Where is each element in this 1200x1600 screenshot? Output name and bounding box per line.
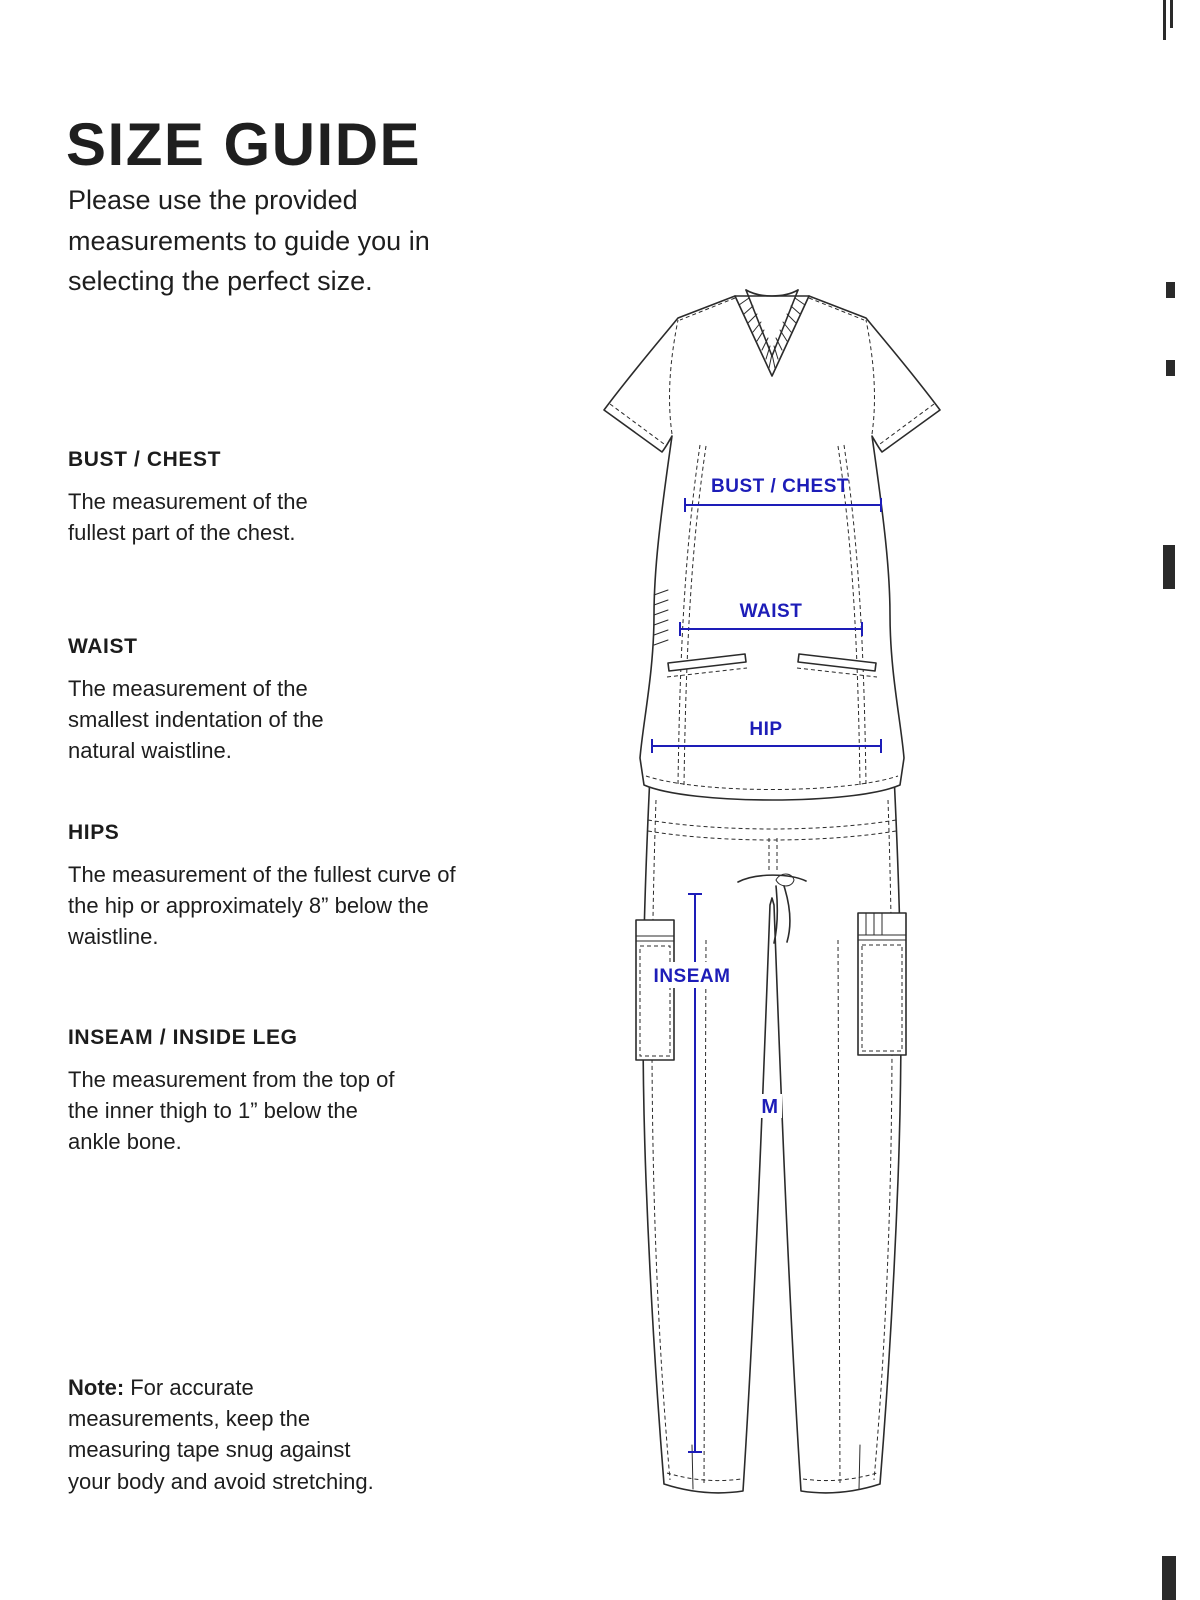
note-text: For accurate measurements, keep the measuring tape snug against your body and avoid stretching. — [68, 1375, 374, 1494]
section-body: The measurement of the fullest part of the chest. — [68, 489, 308, 546]
section-waist — [68, 635, 390, 767]
section-body: The measurement of the fullest curve of the hip or approximately 8” below the waistline. — [68, 862, 456, 950]
intro-text: Please use the provided measurements to guide you in selecting the perfect size. — [68, 185, 430, 296]
page-edge-artifact — [1170, 0, 1173, 28]
waist-measure-label: WAIST — [739, 601, 803, 622]
section-hips — [68, 821, 456, 953]
note-label: Note: — [68, 1375, 125, 1400]
size-label: M — [761, 1096, 779, 1118]
size-diagram — [540, 280, 1060, 1520]
scrub-pants-illustration — [636, 775, 906, 1493]
bust-measure-label: BUST / CHEST — [711, 476, 849, 497]
section-inseam — [68, 1026, 410, 1158]
section-body: The measurement from the top of the inner thigh to 1” below the ankle bone. — [68, 1067, 395, 1155]
section-heading: BUST / CHEST — [68, 448, 222, 471]
section-body: The measurement of the smallest indentation of the natural waistline. — [68, 676, 324, 764]
left-cargo-pocket — [636, 920, 674, 1060]
page-title: SIZE GUIDE — [66, 111, 422, 179]
section-bust-chest — [68, 448, 360, 548]
measurement-note — [68, 1372, 390, 1497]
section-heading: WAIST — [68, 635, 138, 658]
page-edge-artifact — [1163, 0, 1166, 40]
page-edge-artifact — [1166, 282, 1175, 298]
inseam-measure-label: INSEAM — [653, 966, 731, 987]
section-heading: HIPS — [68, 821, 120, 844]
page-edge-artifact — [1163, 545, 1175, 589]
section-heading: INSEAM / INSIDE LEG — [68, 1026, 298, 1049]
right-cargo-pocket — [858, 913, 906, 1055]
page-edge-artifact — [1162, 1556, 1176, 1600]
hip-measure-label: HIP — [749, 719, 783, 740]
page-edge-artifact — [1166, 360, 1175, 376]
